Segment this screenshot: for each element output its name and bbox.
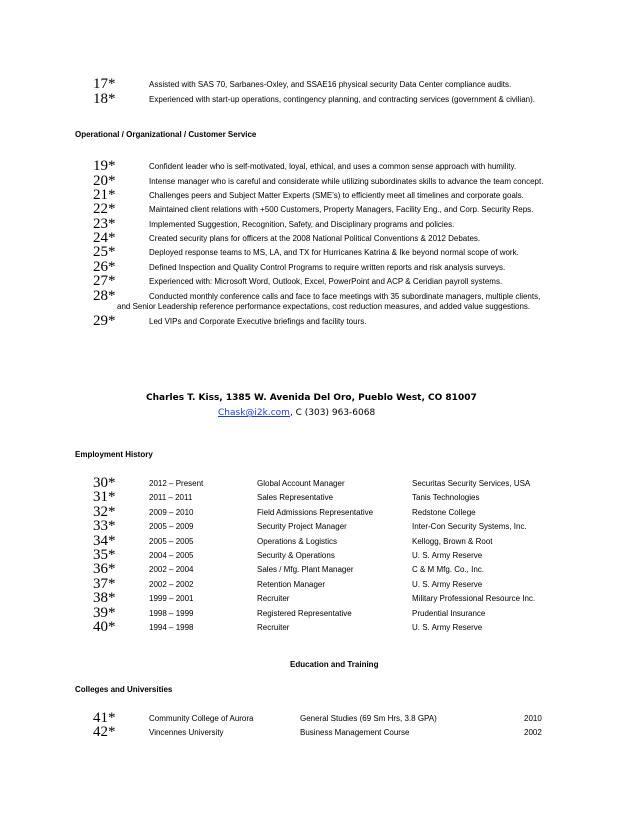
item-number: 22*: [93, 201, 116, 217]
item-text: Maintained client relations with +500 Customers, Property Managers, Facility Eng., and Corp. Security Reps.: [149, 205, 534, 214]
job-dates: 2009 – 2010: [149, 508, 194, 517]
job-title: Retention Manager: [257, 580, 326, 589]
job-title: Sales Representative: [257, 493, 334, 502]
item-text: Conducted monthly conference calls and face to face meetings with 35 subordinate managers, multiple clients,: [149, 292, 541, 301]
employment-heading: Employment History: [75, 450, 153, 459]
job-number: 36*: [93, 561, 116, 577]
school-year: 2010: [524, 714, 542, 723]
job-title: Registered Representative: [257, 609, 352, 618]
item-number: 20*: [93, 173, 116, 189]
job-dates: 2005 – 2005: [149, 537, 194, 546]
item-number: 18*: [93, 91, 116, 107]
job-company: Military Professional Resource Inc.: [412, 594, 536, 603]
job-dates: 2002 – 2002: [149, 580, 194, 589]
job-company: U. S. Army Reserve: [412, 580, 483, 589]
item-number: 17*: [93, 76, 116, 92]
job-company: U. S. Army Reserve: [412, 551, 483, 560]
job-dates: 1999 – 2001: [149, 594, 194, 603]
job-company: Redstone College: [412, 508, 476, 517]
job-dates: 2012 – Present: [149, 479, 204, 488]
job-dates: 2005 – 2009: [149, 522, 194, 531]
item-number: 29*: [93, 313, 116, 329]
job-company: Tanis Technologies: [412, 493, 480, 502]
job-title: Security Project Manager: [257, 522, 347, 531]
job-dates: 2004 – 2005: [149, 551, 194, 560]
item-text: Defined Inspection and Quality Control Programs to require written reports and risk analysis surveys.: [149, 263, 506, 272]
job-company: Prudential Insurance: [412, 609, 486, 618]
job-title: Field Admissions Representative: [257, 508, 374, 517]
item-text: Experienced with: Microsoft Word, Outlook, Excel, PowerPoint and ACP & Ceridian payroll systems.: [149, 277, 503, 286]
job-company: U. S. Army Reserve: [412, 623, 483, 632]
job-number: 39*: [93, 605, 116, 621]
item-number: 27*: [93, 273, 116, 289]
contact-line: [218, 408, 375, 418]
job-number: 40*: [93, 619, 116, 635]
job-title: Sales / Mfg. Plant Manager: [257, 565, 354, 574]
school-name: Vincennes University: [149, 728, 224, 737]
school-number: 41*: [93, 710, 116, 726]
job-company: C & M Mfg. Co., Inc.: [412, 565, 485, 574]
item-number: 25*: [93, 244, 116, 260]
job-title: Recruiter: [257, 623, 290, 632]
school-number: 42*: [93, 724, 116, 740]
item-number: 21*: [93, 187, 116, 203]
job-number: 38*: [93, 590, 116, 606]
job-title: Operations & Logistics: [257, 537, 338, 546]
item-text: Deployed response teams to MS, LA, and TX for Hurricanes Katrina & Ike beyond normal scope of work.: [149, 248, 519, 257]
item-number: 24*: [93, 230, 116, 246]
item-number: 26*: [93, 259, 116, 275]
job-title: Global Account Manager: [257, 479, 345, 488]
item-text: Confident leader who is self-motivated, loyal, ethical, and uses a common sense approach with humility.: [149, 162, 517, 171]
job-company: Inter-Con Security Systems, Inc.: [412, 522, 527, 531]
job-number: 37*: [93, 576, 116, 592]
school-program: Business Management Course: [300, 728, 410, 737]
item-number: 23*: [93, 216, 116, 232]
item-text: Experienced with start-up operations, contingency planning, and contracting services (government & civilian).: [149, 95, 535, 104]
job-dates: 1998 – 1999: [149, 609, 194, 618]
job-number: 34*: [93, 533, 116, 549]
item-text: Implemented Suggestion, Recognition, Safety, and Disciplinary programs and policies.: [149, 220, 455, 229]
item-text-continuation: and Senior Leadership reference performance expectations, cost reduction measures, and added value suggestions.: [117, 302, 531, 311]
contact-phone: , C (303) 963-6068: [289, 408, 376, 418]
item-text: Intense manager who is careful and considerate while utilizing subordinates skills to advance the team concept.: [149, 177, 544, 186]
job-dates: 2011 – 2011: [149, 493, 193, 502]
school-name: Community College of Aurora: [149, 714, 254, 723]
job-company: Kellogg, Brown & Root: [412, 537, 493, 546]
item-text: Challenges peers and Subject Matter Experts (SME's) to efficiently meet all timelines and corporate goals.: [149, 191, 524, 200]
job-number: 33*: [93, 518, 116, 534]
item-text: Led VIPs and Corporate Executive briefings and facility tours.: [149, 317, 367, 326]
job-number: 31*: [93, 489, 116, 505]
item-number: 28*: [93, 288, 116, 304]
operational-heading: Operational / Organizational / Customer Service: [75, 130, 257, 139]
school-program: General Studies (69 Sm Hrs, 3.8 GPA): [300, 714, 437, 723]
email-link[interactable]: Chask@i2k.com: [218, 408, 290, 418]
job-number: 32*: [93, 504, 116, 520]
item-text: Assisted with SAS 70, Sarbanes-Oxley, and SSAE16 physical security Data Center compliance audits.: [149, 80, 512, 89]
contact-name-address: Charles T. Kiss, 1385 W. Avenida Del Oro, Pueblo West, CO 81007: [146, 393, 477, 403]
job-title: Recruiter: [257, 594, 290, 603]
job-dates: 2002 – 2004: [149, 565, 194, 574]
item-number: 19*: [93, 158, 116, 174]
job-company: Securitas Security Services, USA: [412, 479, 531, 488]
education-heading: Education and Training: [290, 660, 379, 669]
job-number: 30*: [93, 475, 116, 491]
job-title: Security & Operations: [257, 551, 335, 560]
school-year: 2002: [524, 728, 542, 737]
job-dates: 1994 – 1998: [149, 623, 194, 632]
item-text: Created security plans for officers at the 2008 National Political Conventions & 2012 Debates.: [149, 234, 481, 243]
colleges-heading: Colleges and Universities: [75, 685, 173, 694]
job-number: 35*: [93, 547, 116, 563]
